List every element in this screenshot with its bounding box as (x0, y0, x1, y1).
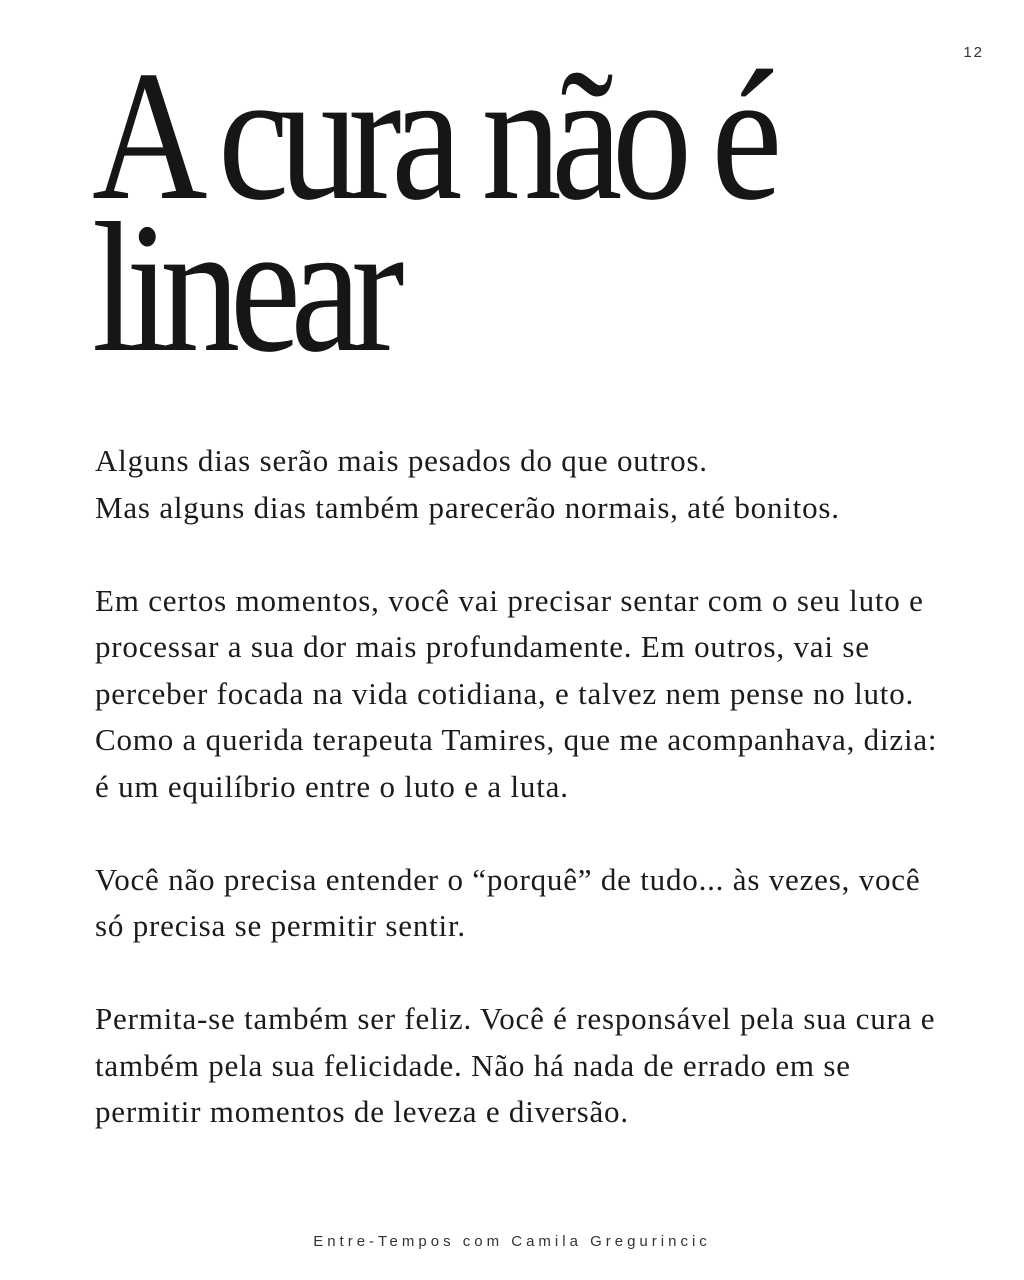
page-title (92, 33, 849, 391)
paragraph-2: Em certos momentos, você vai precisar sentar com o seu luto e processar a sua dor mais profundamente. Em outros, vai se perceber focada na vida cotidiana, e talvez nem pense no luto. Como a querida terapeuta Tamires, que me acompanhava, dizia: é um equilíbrio entre o luto e a luta. (95, 582, 938, 804)
paragraph-1-line-1: Alguns dias serão mais pesados do que outros. (95, 443, 708, 478)
body-text (95, 438, 955, 1136)
paragraph-4: Permita-se também ser feliz. Você é responsável pela sua cura e também pela sua felicidade. Não há nada de errado em se permitir momentos de leveza e diversão. (95, 1001, 936, 1129)
title-line-2: linear (92, 185, 395, 391)
title-line-1: A cura não é (92, 33, 773, 239)
footer-credit: Entre-Tempos com Camila Gregurincic (313, 1233, 711, 1250)
paragraph-3: Você não precisa entender o “porquê” de tudo... às vezes, você só precisa se permitir sentir. (95, 861, 921, 943)
page-number: 12 (963, 44, 984, 61)
paragraph-1-line-2: Mas alguns dias também parecerão normais, até bonitos. (95, 489, 840, 525)
paragraph-1 (95, 438, 955, 531)
